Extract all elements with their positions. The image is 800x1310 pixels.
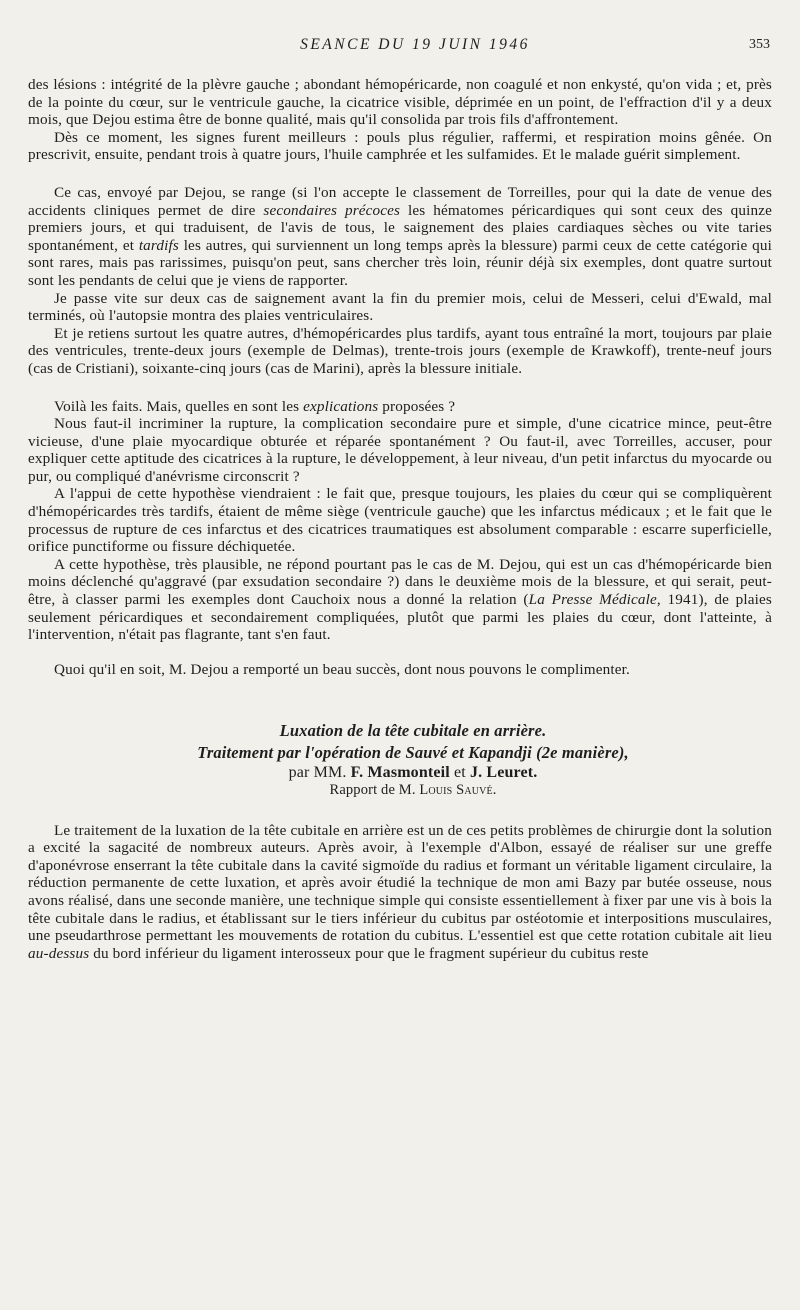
- article-title-line-2-text: Traitement par l'opération de Sauvé et Kapandji (2e manière),: [197, 743, 629, 763]
- text-run: , 1941), de plaies seulement péricardiques et secondairement compliquées, plutôt que parmi les plaies du cœur, dont l'atteinte, à l'intervention, n'était pas flagrante, tant s'en faut.: [28, 591, 772, 644]
- section-article-body: [28, 822, 772, 963]
- text-run: du bord inférieur du ligament interosseux pour que le fragment supérieur du cubitus reste: [89, 944, 649, 962]
- spacer: [28, 800, 772, 822]
- text-run: proposées ?: [378, 397, 456, 415]
- text-run: Voilà les faits. Mais, quelles en sont les: [54, 397, 304, 415]
- paragraph-p2: [28, 129, 772, 164]
- paragraph-p1: [28, 76, 772, 129]
- text-run: Quoi qu'il en soit, M. Dejou a remporté un beau succès, dont nous pouvons le complimenter.: [54, 660, 630, 678]
- author-1: F. Masmonteil: [350, 764, 450, 782]
- authors-and: et: [453, 764, 466, 782]
- paragraph-p5: [28, 325, 772, 378]
- running-title: SEANCE DU 19 JUIN 1946: [300, 36, 530, 53]
- text-run: les autres, qui surviennent un long temps après la blessure) parmi ceux de cette catégorie qui sont rares, mais pas rarissimes, puisqu'on peut, sans chercher très loin, réunir déjà six exemples, dont quatre surtout sont les pendants de celui que je viens de rapporter.: [28, 236, 772, 289]
- spacer: [28, 164, 772, 184]
- paragraph-p10: [28, 661, 772, 679]
- section-conclusion: [28, 661, 772, 679]
- text-run: Et je retiens surtout les quatre autres, d'hémopéricardes plus tardifs, ayant tous entraîné la mort, toujours par plaie des ventricules, trente-deux jours (exemple de Delmas), trente-trois jours (exemple de Krawkoff), trente-neuf jours (cas de Cristiani), soixante-cinq jours (cas de Marini), après la blessure initiale.: [28, 324, 772, 377]
- text-run: Nous faut-il incriminer la rupture, la complication secondaire pure et simple, d'une cicatrice mince, peut-être vicieuse, d'une plaie myocardique obturée et réparée spontanément ? Ou faut-il, avec Torreilles, accuser, pour expliquer cette aptitude des cicatrices à la rupture, le développement, à leur niveau, d'un petit infarctus du myocarde ou pur, ou compliqué d'anévrisme circonscrit ?: [28, 415, 772, 485]
- page-body: [28, 76, 772, 962]
- spacer: [28, 644, 772, 661]
- spacer: [28, 678, 772, 720]
- paragraph-p4: [28, 290, 772, 325]
- rapport-line: [28, 782, 772, 800]
- italic-run: au-dessus: [28, 944, 90, 962]
- italic-run: tardifs: [138, 236, 179, 254]
- rapport-name: Louis Sauvé.: [419, 782, 497, 798]
- italic-run: secondaires précoces: [263, 201, 401, 219]
- italic-run: explications: [303, 397, 379, 415]
- authors-prefix: par MM.: [288, 764, 347, 782]
- rapport-prefix: Rapport de M.: [329, 782, 416, 798]
- paragraph-p7: [28, 415, 772, 485]
- text-run: Je passe vite sur deux cas de saignement avant la fin du premier mois, celui de Messeri, celui d'Ewald, mal terminés, où l'autopsie montra des plaies ventriculaires.: [28, 289, 772, 325]
- article-authors: [28, 764, 772, 782]
- page-header: [60, 36, 770, 62]
- section-classification: [28, 184, 772, 378]
- spacer: [28, 378, 772, 398]
- text-run: A cette hypothèse, très plausible, ne répond pourtant pas le cas de M. Dejou, qui est un cas d'hémopéricarde bien moins déclenché qu'aggravé (par exsudation secondaire ?) dans le deuxième mois de la blessure, et qui serait, peut-être, à classer parmi les exemples dont Cauchoix nous a donné la relation (: [28, 555, 772, 609]
- paragraph-p3: [28, 184, 772, 290]
- text-run: les hématomes péricardiques qui sont ceux des quinze premiers jours, et qui traduisent, de l'avis de tous, le saignement des plaies cardiaques sèches ou vite taries spontanément, et: [28, 201, 772, 254]
- section-case-end: [28, 76, 772, 164]
- italic-run: La Presse Médicale: [528, 591, 657, 609]
- article-title-line-2: [28, 742, 772, 764]
- section-explanations: [28, 398, 772, 644]
- page-number: 353: [749, 37, 770, 52]
- paragraph-p8: [28, 485, 772, 555]
- author-2: J. Leuret.: [469, 764, 538, 782]
- text-run: A l'appui de cette hypothèse viendraient : le fait que, presque toujours, les plaies du cœur qui se compliquèrent d'hémopéricardes très tardifs, étaient de même siège (ventricule gauche) que les infarctus médicaux ; et le fait que le processus de rupture de ces infarctus et des cicatrices traumatiques est absolument comparable : escarre superficielle, orifice punctiforme ou fissure déchiquetée.: [28, 485, 772, 556]
- paragraph-p11: [28, 822, 772, 963]
- text-run: Dès ce moment, les signes furent meilleurs : pouls plus régulier, raffermi, et respiration moins gênée. On prescrivit, ensuite, pendant trois à quatre jours, l'huile camphrée et les sulfamides. Et le malade guérit simplement.: [28, 128, 772, 164]
- text-run: Ce cas, envoyé par Dejou, se range (si l'on accepte le classement de Torreilles, pour qui la date de venue des accidents cliniques permet de dire: [28, 183, 772, 219]
- text-run: des lésions : intégrité de la plèvre gauche ; abondant hémopéricarde, non coagulé et non enkysté, qu'on vida ; et, près de la pointe du cœur, sur le ventricule gauche, la cicatrice visible, déprimée en un point, de l'effraction d'il y a deux mois, que Dejou estima être de bonne qualité, mais qu'il consolida par trois fils d'affrontement.: [28, 76, 772, 129]
- paragraph-p9: [28, 556, 772, 644]
- article-title-line-1: Luxation de la tête cubitale en arrière.: [279, 721, 547, 741]
- text-run: Le traitement de la luxation de la tête cubitale en arrière est un de ces petits problèmes de chirurgie dont la solution a excité la sagacité de nombreux auteurs. Après avoir, à l'exemple d'Albon, essayé de réaliser sur une greffe d'aponévrose enserrant la tête cubitale dans la cavité sigmoïde du radius et formant un véritable ligament circulaire, la réduction permanente de cette luxation, et après avoir étudié la technique de mon ami Bazy par butée osseuse, nous avons réalisé, dans une seconde manière, une technique simple qui consiste essentiellement à fixer par une vis à bois la tête cubitale dans le radius, et établissant sur le tiers inférieur du cubitus par ostéotomie et interpositions musculaires, une pseudarthrose permettant les mouvements de rotation du cubitus. L'essentiel est que cette rotation cubitale ait lieu: [28, 821, 772, 945]
- paragraph-p6: [28, 398, 772, 416]
